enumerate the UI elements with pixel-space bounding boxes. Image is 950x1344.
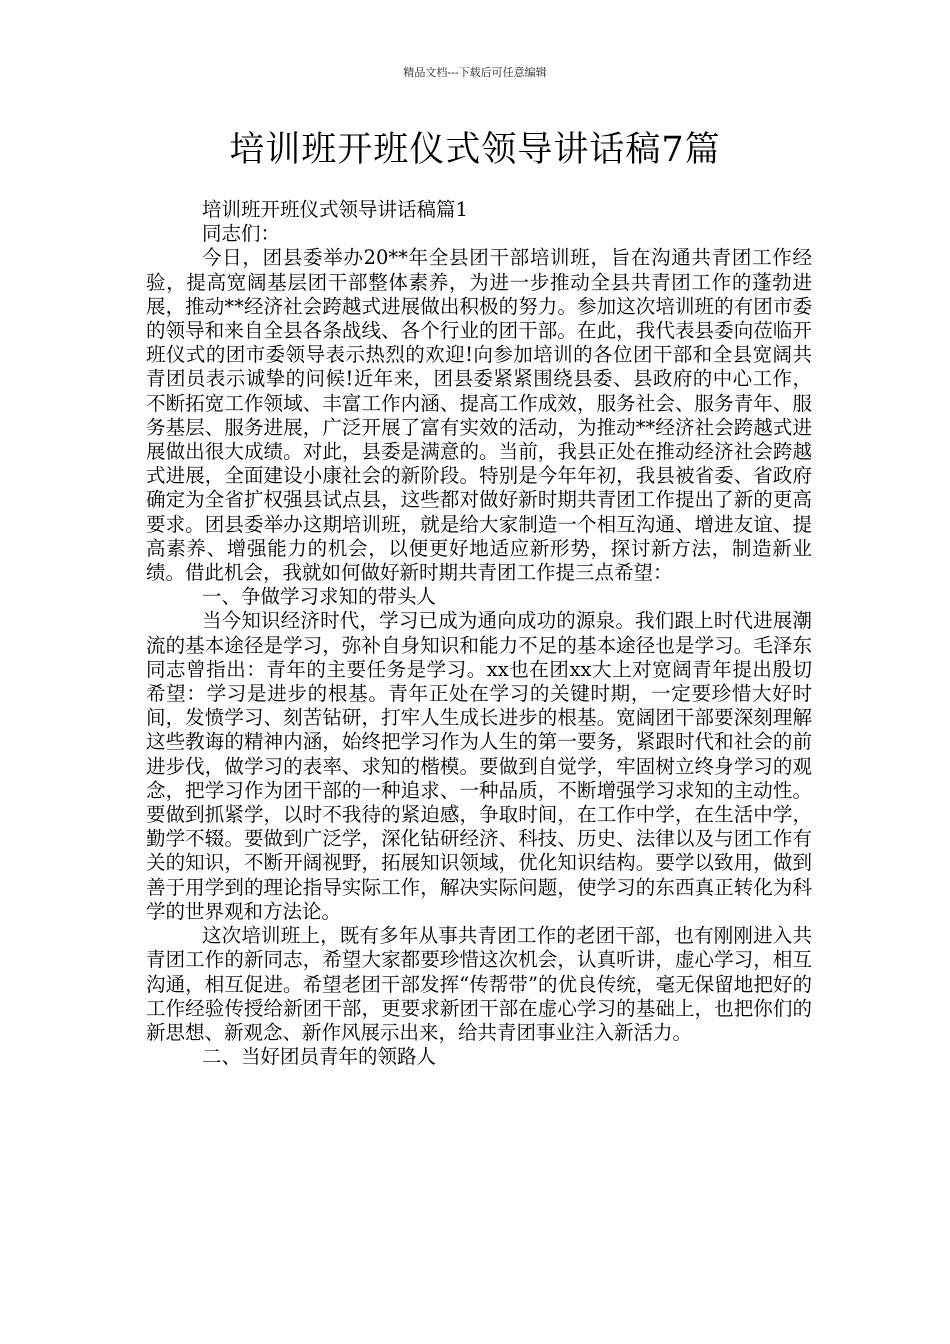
document-body	[146, 198, 812, 1069]
heading-point-two: 二、当好团员青年的领路人	[202, 1045, 437, 1069]
salutation: 同志们：	[202, 222, 281, 246]
header-note: 精品文档---下载后可任意编辑	[403, 66, 547, 79]
document-title: 培训班开班仪式领导讲话稿7篇	[229, 130, 721, 170]
heading-point-one: 一、争做学习求知的带头人	[202, 585, 437, 609]
paragraph-opening: 今日，团县委举办20**年全县团干部培训班，旨在沟通共青团工作经验，提高宽阔基层团干部整体素养，为进一步推动全县共青团工作的蓬勃进展，推动**经济社会跨越式进展做出积极的努力。参加这次培训班的有团市委的领导和来自全县各条战线、各个行业的团干部。在此，我代表县委向莅临开班仪式的团市委领导表示热烈的欢迎!向参加培训的各位团干部和全县宽阔共青团员表示诚挚的问候!近年来，团县委紧紧围绕县委、县政府的中心工作，不断拓宽工作领域、丰富工作内涵、提高工作成效，服务社会、服务青年、服务基层、服务进展，广泛开展了富有实效的活动，为推动**经济社会跨越式进展做出很大成绩。对此，县委是满意的。当前，我县正处在推动经济社会跨越式进展，全面建设小康社会的新阶段。特别是今年年初，我县被省委、省政府确定为全省扩权强县试点县，这些都对做好新时期共青团工作提出了新的更高要求。团县委举办这期培训班，就是给大家制造一个相互沟通、增进友谊、提高素养、增强能力的机会，以便更好地适应新形势，探讨新方法，制造新业绩。借此机会，我就如何做好新时期共青团工作提三点希望：	[146, 246, 812, 585]
section-title: 培训班开班仪式领导讲话稿篇1	[202, 198, 468, 221]
paragraph-point-one: 当今知识经济时代，学习已成为通向成功的源泉。我们跟上时代进展潮流的基本途径是学习，弥补自身知识和能力不足的基本途径也是学习。毛泽东同志曾指出：青年的主要任务是学习。xx也在团xx大上对宽阔青年提出殷切希望：学习是进步的根基。青年正处在学习的关键时期，一定要珍惜大好时间，发愤学习、刻苦钻研，打牢人生成长进步的根基。宽阔团干部要深刻理解这些教诲的精神内涵，始终把学习作为人生的第一要务，紧跟时代和社会的前进步伐，做学习的表率、求知的楷模。要做到自觉学，牢固树立终身学习的观念，把学习作为团干部的一种追求、一种品质，不断增强学习求知的主动性。要做到抓紧学，以时不我待的紧迫感，争取时间，在工作中学，在生活中学，勤学不辍。要做到广泛学，深化钻研经济、科技、历史、法律以及与团工作有关的知识，不断开阔视野，拓展知识领域，优化知识结构。要学以致用，做到善于用学到的理论指导实际工作，解决实际问题，使学习的东西真正转化为科学的世界观和方法论。	[146, 609, 812, 923]
paragraph-training-note: 这次培训班上，既有多年从事共青团工作的老团干部，也有刚刚进入共青团工作的新同志，希望大家都要珍惜这次机会，认真听讲，虚心学习，相互沟通，相互促进。希望老团干部发挥“传帮带”的优良传统，毫无保留地把好的工作经验传授给新团干部，更要求新团干部在虚心学习的基础上，也把你们的新思想、新观念、新作风展示出来，给共青团事业注入新活力。	[146, 924, 812, 1044]
